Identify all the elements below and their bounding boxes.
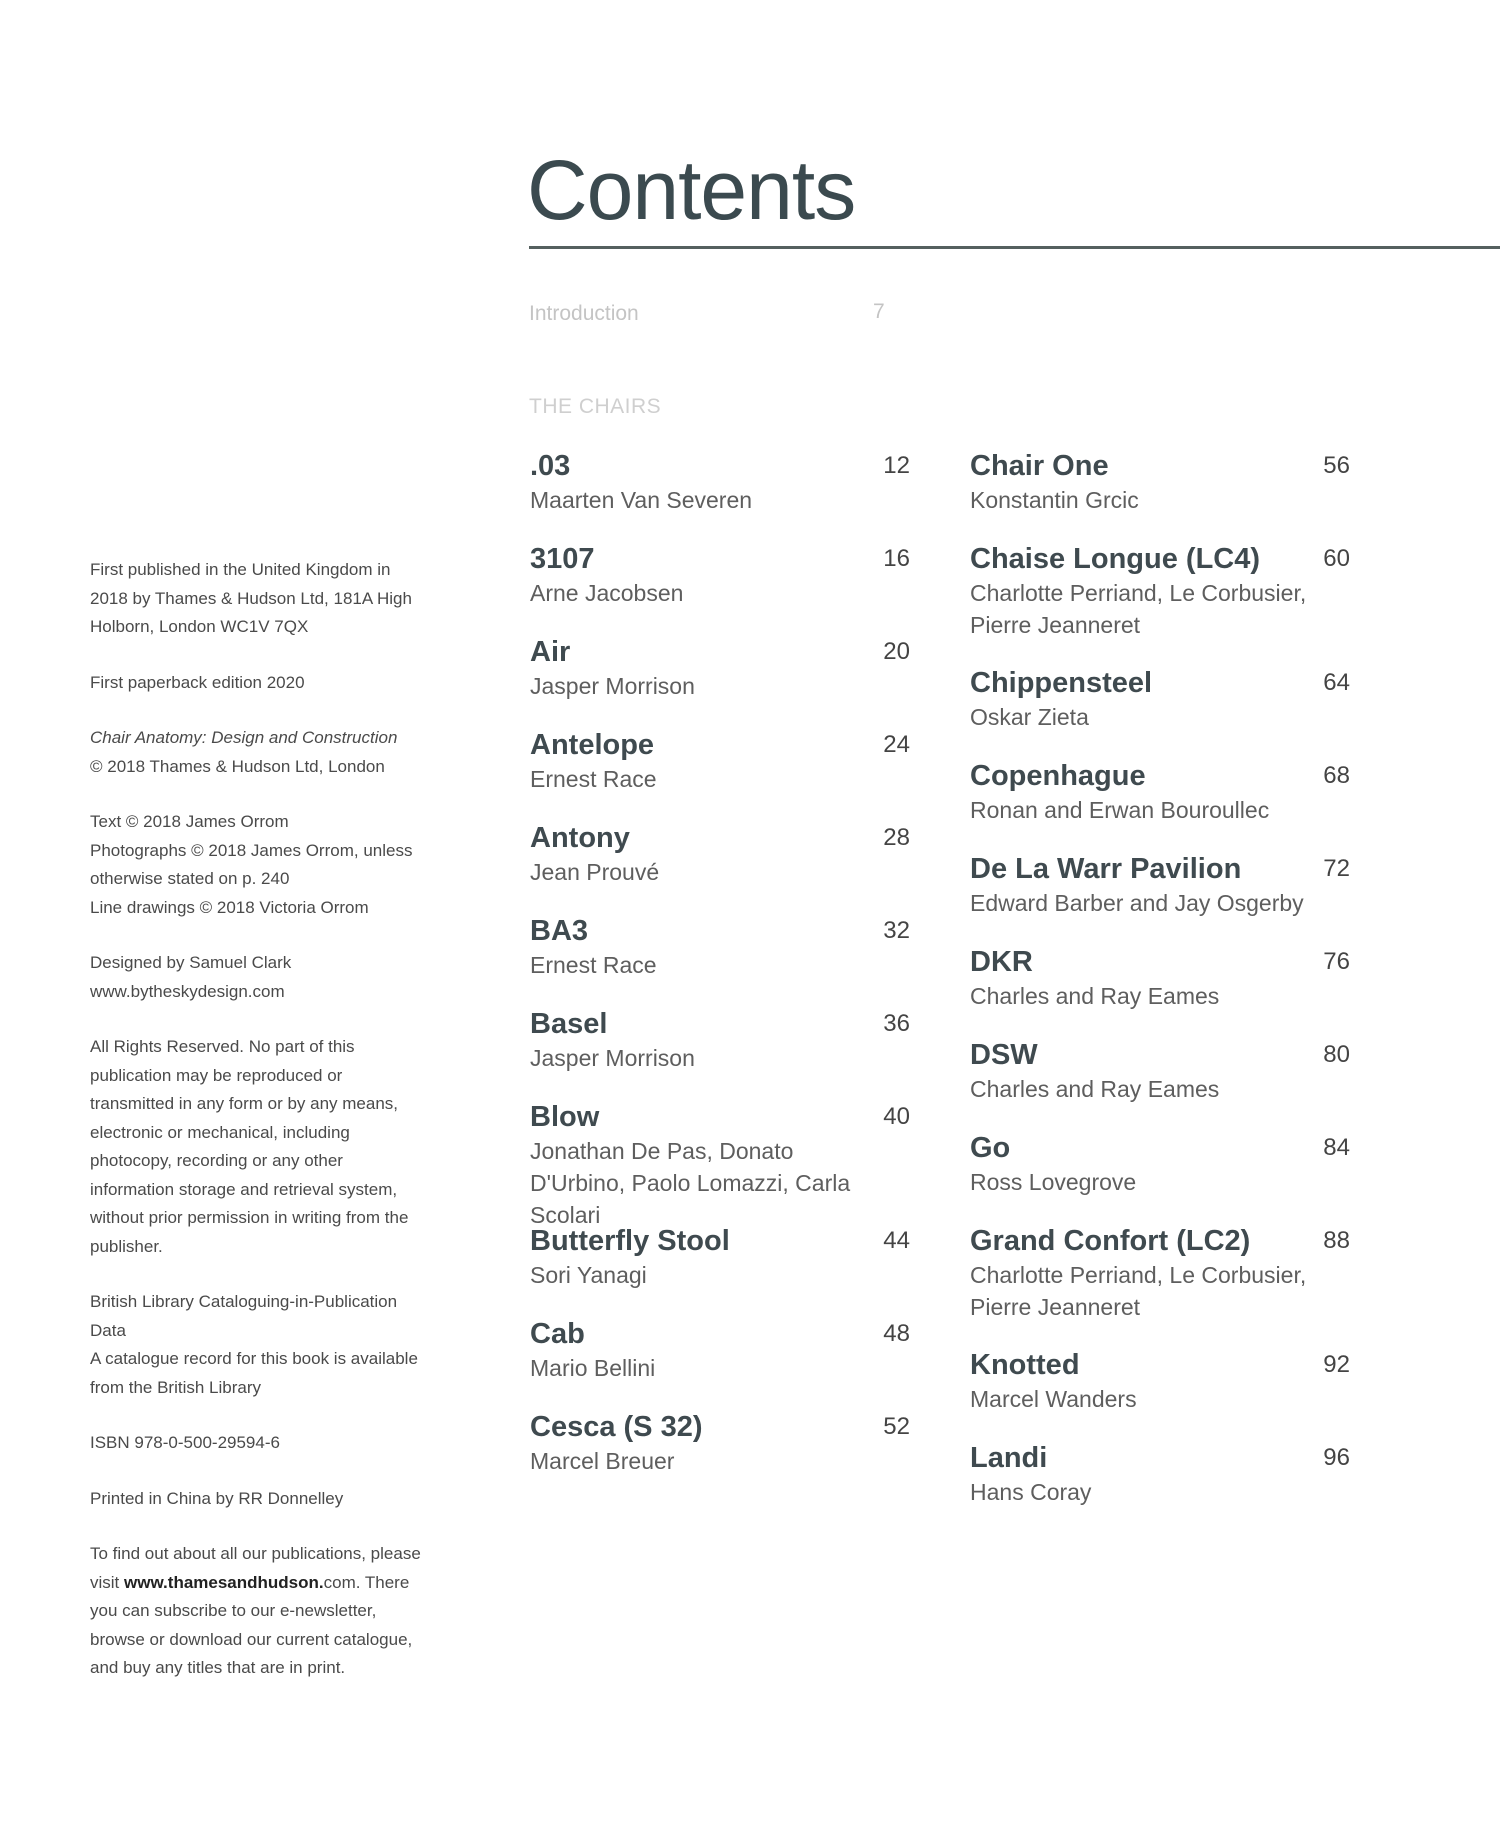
toc-entry[interactable]	[970, 758, 1350, 826]
toc-entry[interactable]	[530, 634, 910, 702]
toc-entry[interactable]	[970, 448, 1350, 516]
toc-entry-designer: Jasper Morrison	[530, 1045, 695, 1071]
colophon-publication: First published in the United Kingdom in 2018 by Thames & Hudson Ltd, 181A High Holborn, London WC1V 7QX	[90, 560, 412, 636]
toc-entry-designer: Charles and Ray Eames	[970, 1076, 1220, 1102]
toc-entry-designer: Mario Bellini	[530, 1355, 656, 1381]
book-title: Chair Anatomy: Design and Construction	[90, 728, 398, 747]
toc-entry[interactable]	[970, 851, 1350, 919]
toc-entry-designer: Ronan and Erwan Bouroullec	[970, 797, 1270, 823]
toc-entry-page-number: 24	[883, 731, 910, 758]
toc-entry-page-number: 56	[1323, 452, 1350, 479]
intro-label: Introduction	[529, 302, 639, 325]
toc-entry-designer: Konstantin Grcic	[970, 487, 1139, 513]
toc-entry-page-number: 88	[1323, 1227, 1350, 1254]
toc-entry-designer: Edward Barber and Jay Osgerby	[970, 890, 1304, 916]
toc-entry[interactable]	[530, 1099, 910, 1231]
cip-heading: British Library Cataloguing-in-Publication Data	[90, 1292, 398, 1340]
toc-entry-title: 3107	[530, 543, 595, 575]
toc-entry-title: Air	[530, 636, 571, 668]
toc-entry[interactable]	[530, 820, 910, 888]
colophon-rights: All Rights Reserved. No part of this publication may be reproduced or transmitted in any form or by any means, electronic or mechanical, including photocopy, recording or any other information storage and retrieval system, without prior permission in writing from the publisher.	[90, 1037, 409, 1256]
toc-entry-title: Basel	[530, 1008, 608, 1040]
colophon-website	[90, 1540, 430, 1683]
toc-entry-page-number: 52	[883, 1413, 910, 1440]
page-title: Contents	[527, 143, 856, 237]
toc-entry-page-number: 48	[883, 1320, 910, 1347]
toc-entry-designer: Marcel Breuer	[530, 1448, 675, 1474]
toc-entry[interactable]	[970, 1347, 1350, 1415]
toc-entry[interactable]	[970, 1440, 1350, 1508]
toc-entry-designer: Arne Jacobsen	[530, 580, 684, 606]
toc-entry-title: DKR	[970, 946, 1033, 978]
toc-entry-title: Chair One	[970, 450, 1109, 482]
toc-entry[interactable]	[530, 1409, 910, 1477]
toc-entry[interactable]	[530, 1223, 910, 1291]
toc-entry-title: Blow	[530, 1101, 600, 1133]
toc-entry-designer: Charlotte Perriand, Le Corbusier, Pierre Jeanneret	[970, 580, 1307, 638]
toc-entry-title: Chippensteel	[970, 667, 1153, 699]
toc-entry-designer: Jasper Morrison	[530, 673, 695, 699]
toc-entry-title: Go	[970, 1132, 1011, 1164]
toc-entry[interactable]	[530, 727, 910, 795]
toc-entry-designer: Ross Lovegrove	[970, 1169, 1137, 1195]
toc-entry[interactable]	[530, 448, 910, 516]
website-pre: To find out about all our publications, please visit	[90, 1544, 421, 1592]
toc-entry-title: BA3	[530, 915, 589, 947]
toc-entry-designer: Jonathan De Pas, Donato D'Urbino, Paolo Lomazzi, Carla Scolari	[530, 1138, 851, 1228]
toc-entry-designer: Maarten Van Severen	[530, 487, 753, 513]
colophon-printer: Printed in China by RR Donnelley	[90, 1488, 344, 1508]
colophon-edition: First paperback edition 2020	[90, 672, 305, 692]
toc-entry-title: Butterfly Stool	[530, 1225, 730, 1257]
toc-entry-page-number: 64	[1323, 669, 1350, 696]
toc-entry-page-number: 68	[1323, 762, 1350, 789]
drawing-credit: Line drawings © 2018 Victoria Orrom	[90, 897, 369, 917]
toc-entry-designer: Ernest Race	[530, 952, 657, 978]
toc-entry-title: Knotted	[970, 1349, 1080, 1381]
toc-entry-page-number: 72	[1323, 855, 1350, 882]
designer-url: www.bytheskydesign.com	[90, 981, 285, 1001]
toc-entry[interactable]	[970, 541, 1350, 641]
toc-entry-designer: Oskar Zieta	[970, 704, 1089, 730]
colophon-title-copyright	[90, 724, 430, 781]
toc-entry-page-number: 76	[1323, 948, 1350, 975]
toc-entry-designer: Marcel Wanders	[970, 1386, 1137, 1412]
toc-entry-designer: Charles and Ray Eames	[970, 983, 1220, 1009]
toc-entry-designer: Sori Yanagi	[530, 1262, 647, 1288]
title-divider	[529, 246, 1500, 249]
toc-entry-page-number: 84	[1323, 1134, 1350, 1161]
toc-entry[interactable]	[970, 1130, 1350, 1198]
toc-entry-designer: Hans Coray	[970, 1479, 1092, 1505]
website-post: com. There you can subscribe to our e-newsletter, browse or download our current catalogue, and buy any titles that are in print.	[90, 1572, 413, 1677]
toc-entry-page-number: 60	[1323, 545, 1350, 572]
text-credit: Text © 2018 James Orrom	[90, 812, 289, 831]
toc-entry[interactable]	[970, 944, 1350, 1012]
toc-entry-title: Antelope	[530, 729, 655, 761]
toc-entry-title: De La Warr Pavilion	[970, 853, 1242, 885]
toc-entry-designer: Ernest Race	[530, 766, 657, 792]
toc-entry-page-number: 28	[883, 824, 910, 851]
toc-entry-page-number: 32	[883, 917, 910, 944]
toc-entry-page-number: 96	[1323, 1444, 1350, 1471]
toc-entry[interactable]	[970, 1037, 1350, 1105]
toc-entry-designer: Jean Prouvé	[530, 859, 660, 885]
toc-entry-title: Chaise Longue (LC4)	[970, 543, 1261, 575]
toc-entry-title: Landi	[970, 1442, 1048, 1474]
toc-entry-title: Cesca (S 32)	[530, 1411, 703, 1443]
toc-entry-title: .03	[530, 450, 571, 482]
colophon-cip	[90, 1288, 430, 1402]
publisher-copyright: © 2018 Thames & Hudson Ltd, London	[90, 756, 385, 776]
cip-text: A catalogue record for this book is available from the British Library	[90, 1349, 418, 1397]
photo-credit: Photographs © 2018 James Orrom, unless otherwise stated on p. 240	[90, 840, 413, 888]
toc-entry-page-number: 80	[1323, 1041, 1350, 1068]
toc-entry-page-number: 36	[883, 1010, 910, 1037]
toc-entry-page-number: 12	[883, 452, 910, 479]
toc-entry[interactable]	[530, 1316, 910, 1384]
toc-entry-title: Antony	[530, 822, 630, 854]
toc-entry-title: DSW	[970, 1039, 1038, 1071]
intro-page-number: 7	[873, 300, 885, 323]
toc-entry[interactable]	[970, 665, 1350, 733]
toc-entry-page-number: 40	[883, 1103, 910, 1130]
website-link[interactable]: www.thamesandhudson.	[124, 1572, 324, 1592]
toc-entry-title: Copenhague	[970, 760, 1146, 792]
colophon-isbn: ISBN 978-0-500-29594-6	[90, 1433, 280, 1452]
toc-entry-page-number: 44	[883, 1227, 910, 1254]
toc-entry[interactable]	[970, 1223, 1350, 1323]
toc-entry-page-number: 16	[883, 545, 910, 572]
colophon-designer	[90, 949, 430, 1006]
toc-entry[interactable]	[530, 1006, 910, 1074]
toc-entry-designer: Charlotte Perriand, Le Corbusier, Pierre Jeanneret	[970, 1262, 1307, 1320]
toc-entry-title: Cab	[530, 1318, 585, 1350]
toc-entry-title: Grand Confort (LC2)	[970, 1225, 1251, 1257]
colophon	[90, 556, 430, 1710]
colophon-credits	[90, 808, 430, 922]
section-label: THE CHAIRS	[529, 395, 662, 418]
designer-credit: Designed by Samuel Clark	[90, 953, 292, 972]
toc-entry[interactable]	[530, 541, 910, 609]
toc-entry-page-number: 20	[883, 638, 910, 665]
toc-entry[interactable]	[530, 913, 910, 981]
toc-entry-page-number: 92	[1323, 1351, 1350, 1378]
